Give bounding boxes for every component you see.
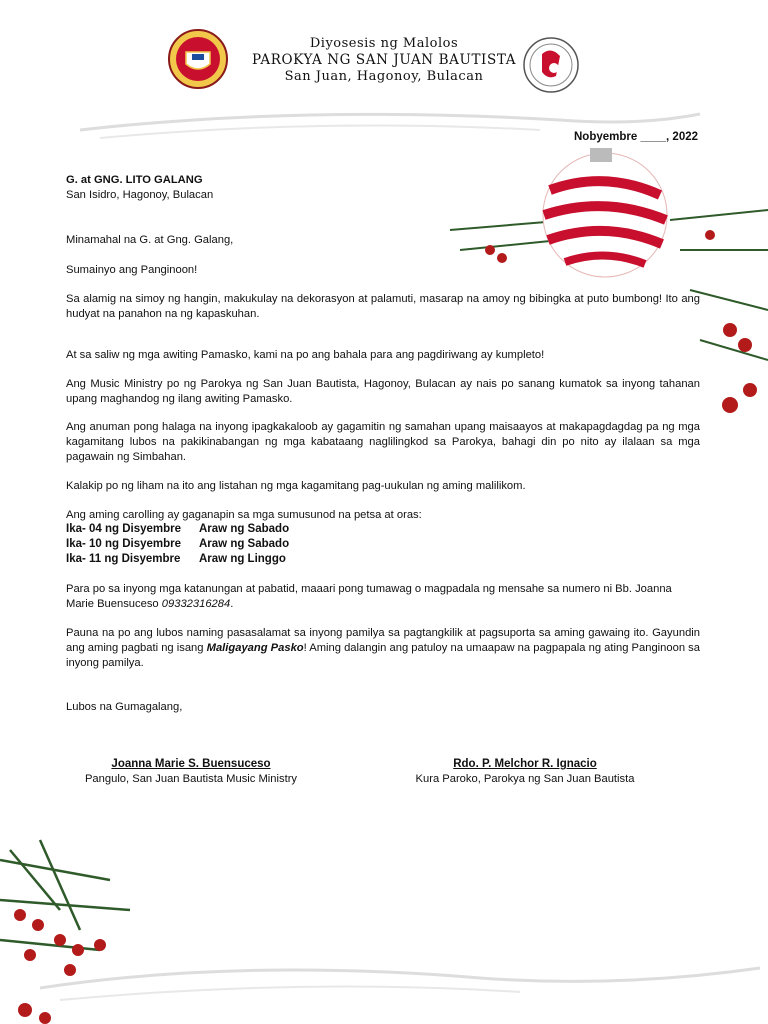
paragraph-8-text: Pauna na po ang lubos naming pasasalamat sa inyong pamilya sa pagtangkilik at pagsuporta sa aming gawaing ito. Gayundin ang aming pagbati ng isang xyxy=(66,627,700,654)
greeting-emphasis: Maligayang Pasko xyxy=(206,642,304,654)
signatory-1 xyxy=(66,757,316,787)
schedule-date: Ika- 10 ng Disyembre xyxy=(66,538,182,550)
letter-date: Nobyembre ____, 2022 xyxy=(574,131,699,143)
paragraph-7-text: Para po sa inyong mga katanungan at pabatid, maaari pong tumawag o magpadala ng mensahe sa numero ni Bb. Joanna Marie Buensuceso xyxy=(66,583,672,610)
greeting: Sumainyo ang Panginoon! xyxy=(66,264,198,276)
signatory-title: Pangulo, San Juan Bautista Music Ministry xyxy=(84,773,298,785)
paragraph-3: Ang Music Ministry po ng Parokya ng San Juan Bautista, Hagonoy, Bulacan ay nais po sanang kumatok sa inyong tahanan upang maghandog ng ilang awiting Pamasko. xyxy=(66,378,700,405)
signatory-title: Kura Paroko, Parokya ng San Juan Bautista xyxy=(415,773,635,785)
schedule-item xyxy=(66,522,289,537)
parish-address: San Juan, Hagonoy, Bulacan xyxy=(284,69,484,84)
signatory-name: Joanna Marie S. Buensuceso xyxy=(111,758,271,770)
paragraph-4: Ang anuman pong halaga na inyong ipagkakaloob ay gagamitin ng samahan upang maisaayos at makapagdagdag pa ng mga kagamitang lubos na pakikinabangan ng mga kabataang naglilingkod sa Parokya, bahagi din po nito ay ilalaan sa mga pagawain ng Simbahan. xyxy=(66,421,700,463)
paragraph-6: Ang aming carolling ay gaganapin sa mga sumusunod na petsa at oras: xyxy=(66,509,422,521)
paragraph-7 xyxy=(66,582,700,612)
recipient-address: San Isidro, Hagonoy, Bulacan xyxy=(66,189,214,201)
paragraph-1: Sa alamig na simoy ng hangin, makukulay na dekorasyon at palamuti, masarap na amoy ng bibingka at puto bumbong! Ito ang hudyat na panahon na ng kapaskuhan. xyxy=(66,293,700,320)
recipient-name: G. at GNG. LITO GALANG xyxy=(66,174,203,186)
letterhead xyxy=(0,36,768,84)
parish-name: PAROKYA NG SAN JUAN BAUTISTA xyxy=(251,52,517,68)
schedule-day: Araw ng Sabado xyxy=(199,538,290,550)
schedule-day: Araw ng Linggo xyxy=(199,553,286,565)
paragraph-7-end: . xyxy=(230,598,234,610)
signatory-2 xyxy=(400,757,650,787)
salutation: Minamahal na G. at Gng. Galang, xyxy=(66,234,234,246)
paragraph-8 xyxy=(66,626,700,671)
paragraph-2: At sa saliw ng mga awiting Pamasko, kami na po ang bahala para ang pagdiriwang ay kumpleto! xyxy=(66,349,545,361)
signatory-name: Rdo. P. Melchor R. Ignacio xyxy=(453,758,597,770)
schedule-day: Araw ng Sabado xyxy=(199,523,290,535)
schedule-item xyxy=(66,552,286,567)
paragraph-8-end: ! Aming dalangin ang patuloy na umaapaw na pagpapala ng ating Panginoon sa inyong pamilya. xyxy=(66,642,700,669)
closing: Lubos na Gumagalang, xyxy=(66,701,183,713)
music-ministry-logo xyxy=(516,36,586,94)
schedule-date: Ika- 11 ng Disyembre xyxy=(66,553,181,565)
schedule-item xyxy=(66,537,289,552)
contact-phone: 09332316284 xyxy=(161,598,231,610)
decorative-swoosh-bottom xyxy=(0,948,768,1024)
schedule-date: Ika- 04 ng Disyembre xyxy=(66,523,182,535)
paragraph-5: Kalakip po ng liham na ito ang listahan ng mga kagamitang pag-uukulan ng aming malilikom. xyxy=(66,480,526,492)
diocese-name: Diyosesis ng Malolos xyxy=(309,36,459,51)
